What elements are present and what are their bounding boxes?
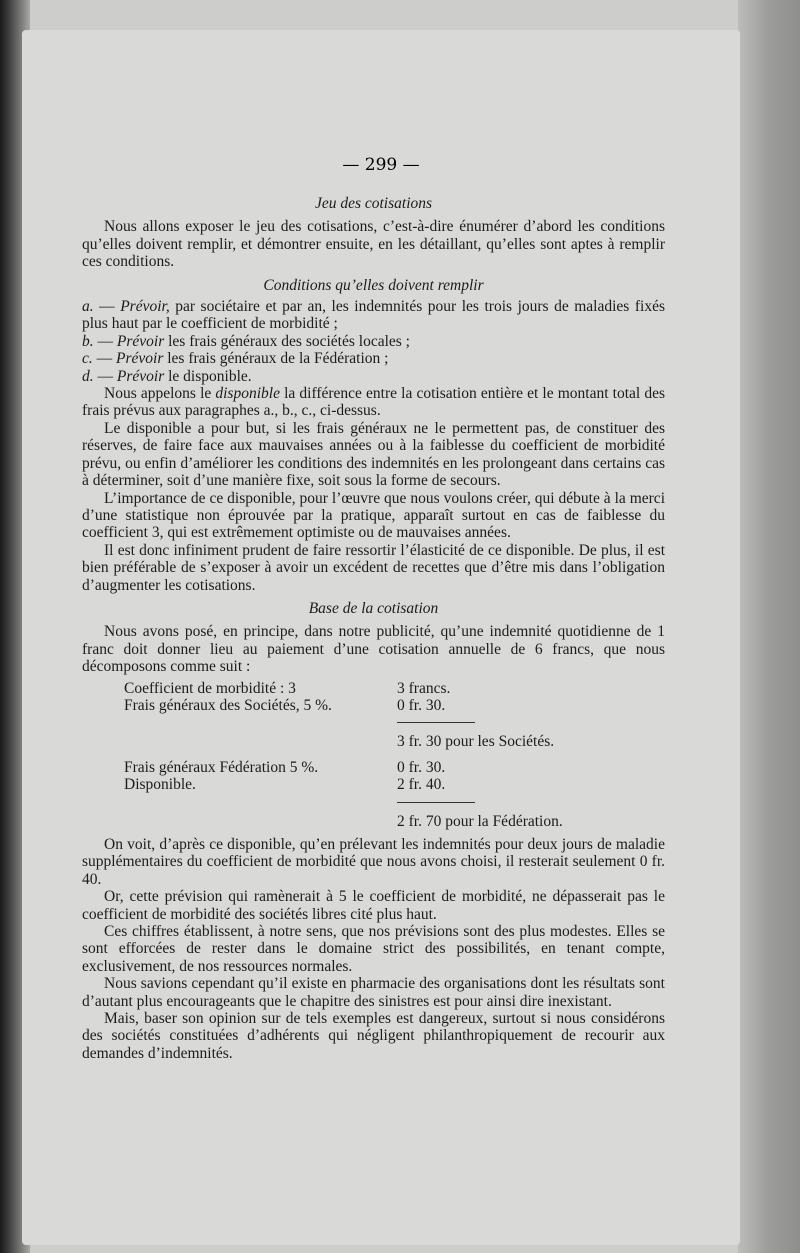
section-heading-jeu: Jeu des cotisations [314, 195, 433, 212]
paragraph-pharmacie: Nous savions cependant qu’il existe en pharmacie des organisations dont les résultats sont d’autant plus encourageants que le chapitre des sinistres est pour ainsi dire inexistant. [82, 975, 665, 1010]
text-run: Nous appelons le [104, 385, 216, 403]
row-label: Frais généraux Fédération 5 %. [124, 758, 319, 776]
condition-verb: Prévoir, [120, 298, 170, 316]
paragraph-base-intro: Nous avons posé, en principe, dans notre publicité, qu’une indemnité quotidienne de 1 franc doit donner lieu au paiement d’une cotisation annuelle de 6 francs, que nous décomposons comme suit : [82, 623, 665, 676]
row-label: Frais généraux des Sociétés, 5 %. [124, 696, 332, 714]
condition-label: b. [82, 332, 94, 350]
paragraph-importance: L’importance de ce disponible, pour l’œuvre que nous voulons créer, qui débute à la merci d’une statistique non éprouvée par la pratique, apparaît surtout en cas de faiblesse du coefficient 3, qui est extrêmement optimiste ou de mauvaises années. [82, 489, 665, 542]
table-row [82, 813, 665, 830]
text-run: la différence entre la cotisation entière et le montant total des frais prévus aux paragraphes a., b., c., ci-dessus. [82, 385, 665, 420]
italic-term: disponible [215, 385, 280, 403]
table-row [82, 714, 665, 733]
condition-text: les frais généraux de la Fédération ; [163, 350, 389, 368]
table-row [82, 776, 665, 793]
condition-text: les frais généraux des sociétés locales ; [164, 332, 410, 350]
condition-verb: Prévoir [116, 367, 165, 385]
paragraph-mais: Mais, baser son opinion sur de tels exemples est dangereux, surtout si nous considérons des sociétés constituées d’adhérents qui négligent philanthropiquement de recourir aux demandes d’indemnités. [82, 1010, 665, 1062]
table-row [82, 794, 665, 813]
subtotal-societes: 3 fr. 30 pour les Sociétés. [397, 733, 555, 751]
paragraph-disponible [82, 385, 665, 420]
condition-text: le disponible. [164, 367, 252, 385]
sum-rule [397, 802, 475, 813]
table-row [82, 680, 665, 697]
condition-verb: Prévoir [116, 332, 165, 350]
subtotal-federation: 2 fr. 70 pour la Fédération. [397, 812, 563, 830]
cotisation-breakdown [82, 680, 665, 830]
condition-item: b. — Prévoir les frais généraux des sociétés locales ; [82, 332, 410, 350]
condition-label: a. [82, 298, 94, 316]
row-value: 2 fr. 40. [397, 776, 446, 794]
row-label: Disponible. [124, 776, 196, 794]
row-value: 3 francs. [397, 679, 451, 697]
condition-item: c. — Prévoir les frais généraux de la Fédération ; [82, 350, 389, 368]
row-label: Coefficient de morbidité : 3 [124, 679, 296, 697]
page-number: — 299 — [342, 155, 420, 175]
paragraph-on-voit: On voit, d’après ce disponible, qu’en prélevant les indemnités pour deux jours de maladie supplémentaires du coefficient de morbidité que nous avons choisi, il resterait seulement 0 fr. 40. [82, 836, 665, 888]
row-value: 0 fr. 30. [397, 758, 446, 776]
section-heading-conditions: Conditions qu’elles doivent remplir [263, 276, 484, 294]
condition-text: par sociétaire et par an, les indemnités pour les trois jours de maladies fixés plus haut par le coefficient de morbidité ; [82, 298, 665, 333]
paragraph-or: Or, cette prévision qui ramènerait à 5 le coefficient de morbidité, ne dépasserait pas le coefficient de morbidité des sociétés libres cité plus haut. [82, 888, 665, 923]
condition-label: c. [82, 350, 93, 368]
page-body [82, 195, 665, 1062]
page-stack-right [738, 0, 800, 1253]
paragraph-chiffres: Ces chiffres établissent, à notre sens, que nos prévisions sont des plus modestes. Elles se sont efforcées de rester dans le domaine strict des possibilités, en tenant compte, exclusivement, de nos ressources normales. [82, 923, 665, 975]
condition-item: d. — Prévoir le disponible. [82, 367, 252, 385]
table-row [82, 697, 665, 714]
condition-verb: Prévoir [116, 350, 164, 368]
condition-item: a. — Prévoir, par sociétaire et par an, les indemnités pour les trois jours de maladies fixés plus haut par le coefficient de morbidité ; [82, 298, 665, 333]
table-row [82, 759, 665, 776]
sum-rule [397, 722, 475, 733]
paragraph-intro: Nous allons exposer le jeu des cotisations, c’est-à-dire énumérer d’abord les conditions qu’elles doivent remplir, et démontrer ensuite, en les détaillant, qu’elles sont aptes à remplir ces conditions. [82, 218, 665, 271]
table-row [82, 733, 665, 750]
condition-label: d. [82, 367, 94, 385]
row-value: 0 fr. 30. [397, 696, 446, 714]
paragraph-but: Le disponible a pour but, si les frais généraux ne le permettent pas, de constituer des réserves, de faire face aux mauvaises années ou à la faiblesse du coefficient de morbidité prévu, ou enfin d’améliorer les conditions des indemnités en les prolongeant dans certains cas à déterminer, soit d’une manière fixe, soit sous la forme de secours. [82, 419, 665, 490]
section-heading-base: Base de la cotisation [308, 599, 439, 617]
paragraph-prudent: Il est donc infiniment prudent de faire ressortir l’élasticité de ce disponible. De plus, il est bien préférable de s’exposer à avoir un excédent de recettes que d’être mis dans l’obligation d’augmenter les cotisations. [82, 541, 665, 594]
